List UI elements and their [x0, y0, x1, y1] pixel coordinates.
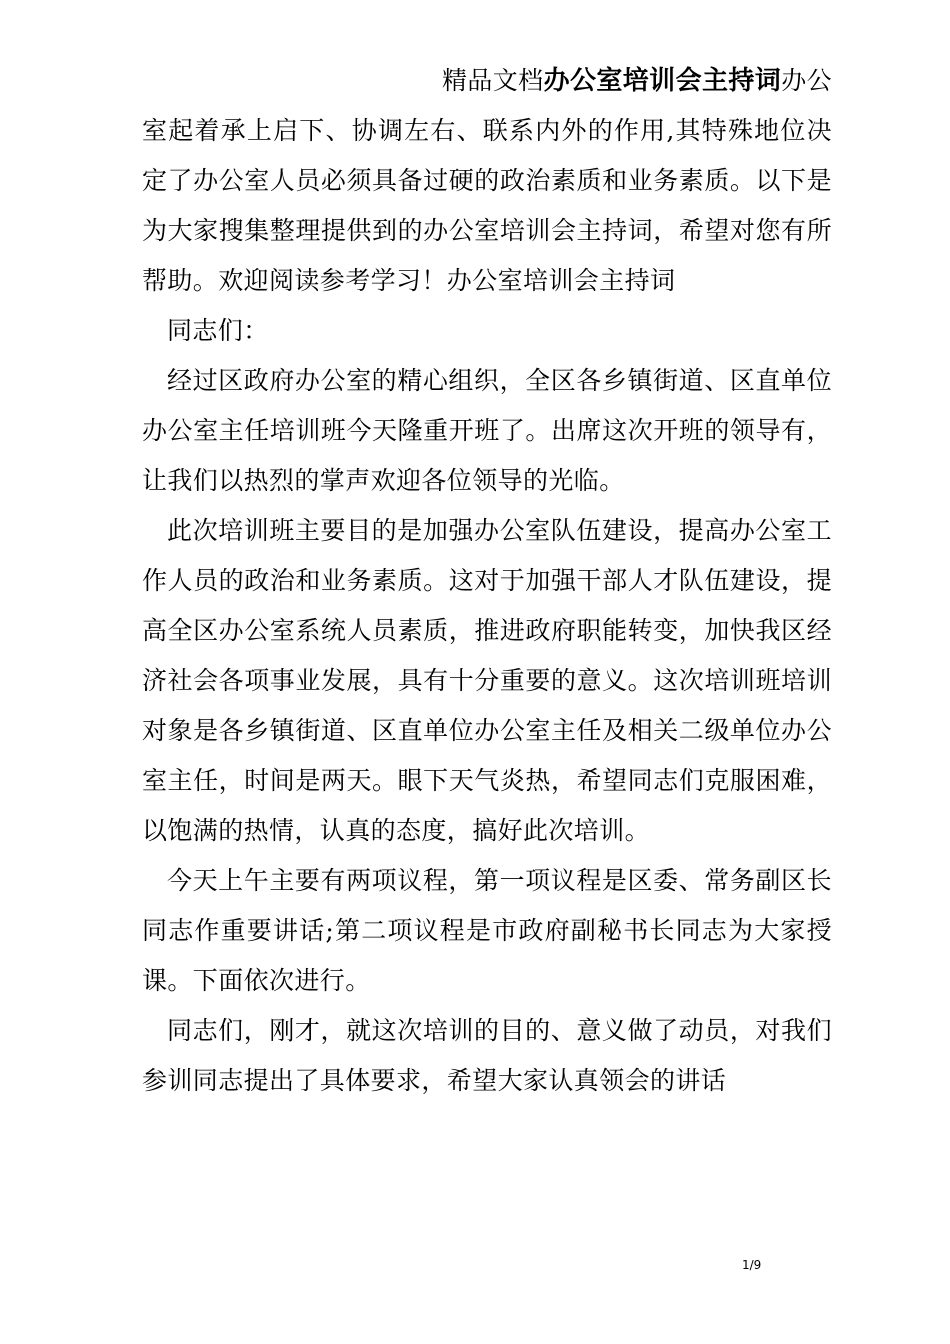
- paragraph-agenda: 今天上午主要有两项议程，第一项议程是区委、常务副区长同志作重要讲话;第二项议程是市政府副秘书长同志为大家授课。下面依次进行。: [142, 866, 832, 995]
- document-body: [142, 56, 832, 1106]
- document-title: 办公室培训会主持词: [543, 66, 782, 96]
- header-prefix: 精品文档: [441, 66, 544, 95]
- header-line: [142, 56, 832, 106]
- paragraph-closing: 同志们，刚才，就这次培训的目的、意义做了动员，对我们参训同志提出了具体要求，希望大家认真领会的讲话: [142, 1016, 832, 1095]
- page-number: 1/9: [742, 1258, 762, 1272]
- paragraph-intro: 室起着承上启下、协调左右、联系内外的作用,其特殊地位决定了办公室人员必须具备过硬的政治素质和业务素质。以下是为大家搜集整理提供到的办公室培训会主持词，希望对您有所帮助。欢迎阅读参考学习！办公室培训会主持词: [142, 116, 832, 295]
- header-suffix: 办公: [781, 66, 832, 95]
- paragraph-opening: 经过区政府办公室的精心组织，全区各乡镇街道、区直单位办公室主任培训班今天隆重开班了。出席这次开班的领导有，让我们以热烈的掌声欢迎各位领导的光临。: [142, 366, 832, 495]
- paragraph-purpose: 此次培训班主要目的是加强办公室队伍建设，提高办公室工作人员的政治和业务素质。这对于加强干部人才队伍建设，提高全区办公室系统人员素质，推进政府职能转变，加快我区经济社会各项事业发展，具有十分重要的意义。这次培训班培训对象是各乡镇街道、区直单位办公室主任及相关二级单位办公室主任，时间是两天。眼下天气炎热，希望同志们克服困难，以饱满的热情，认真的态度，搞好此次培训。: [142, 516, 832, 845]
- paragraph-greeting: 同志们：: [167, 316, 269, 345]
